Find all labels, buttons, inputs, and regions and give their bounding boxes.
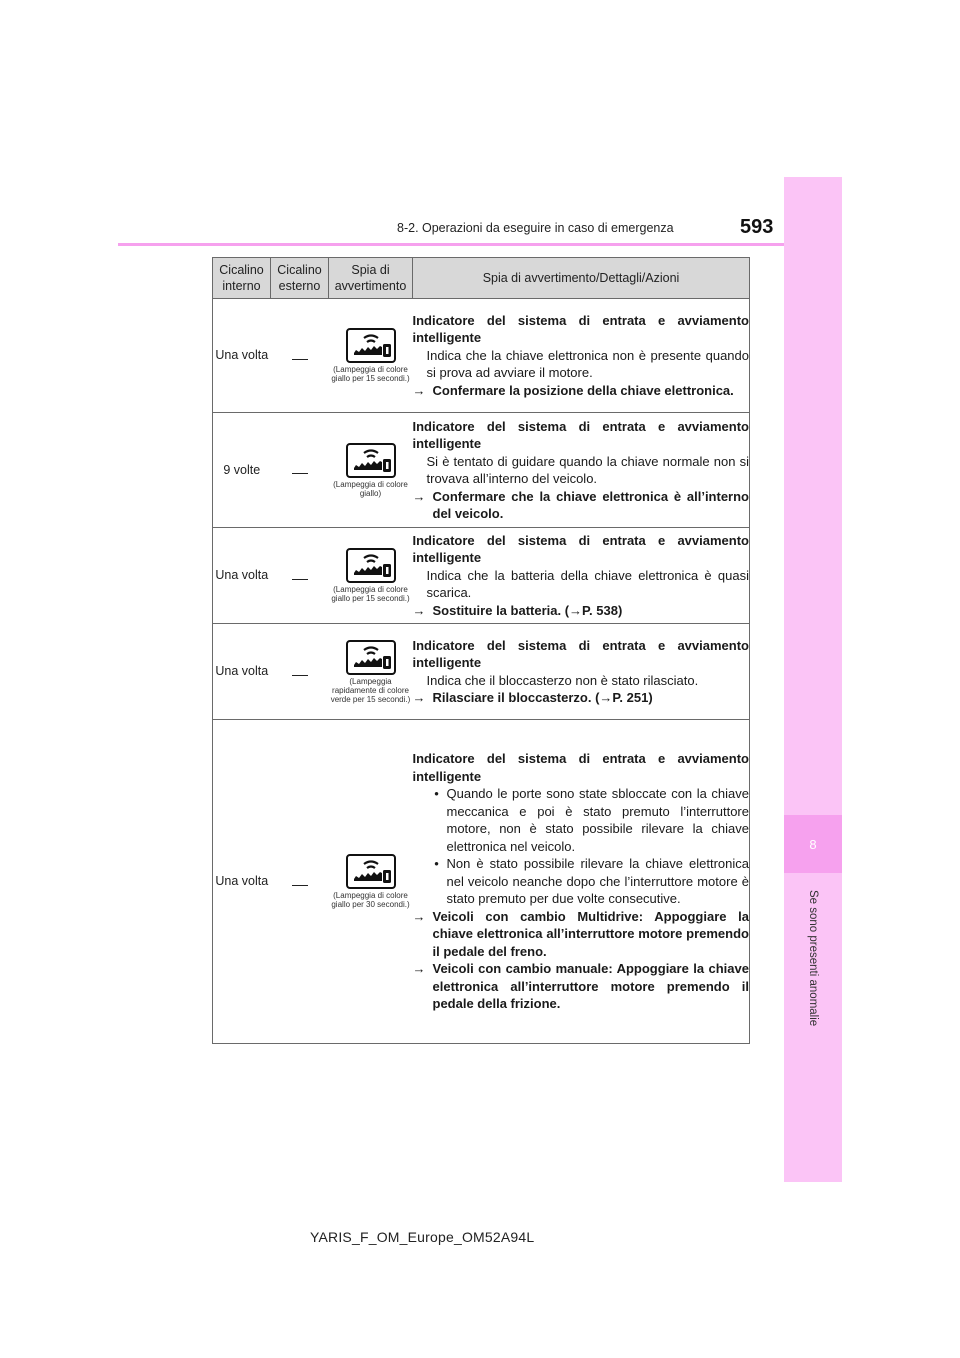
lamp-caption: (Lampeggia rapidamente di colore verde per 15 secondi.): [330, 676, 411, 704]
bullet-item: [413, 785, 750, 855]
indicator-title: Indicatore del sistema di entrata e avviamento intelligente: [412, 418, 749, 451]
lamp-caption: (Lampeggia di colore giallo per 30 secondi.): [331, 891, 410, 909]
dash-line: [292, 579, 308, 580]
table-row: [213, 413, 750, 528]
spia-cell: [329, 413, 413, 528]
lamp-caption: (Lampeggia di colore giallo per 15 secondi.): [331, 365, 410, 383]
details-cell: [413, 624, 750, 720]
cicalino-interno-cell: Una volta: [213, 720, 271, 1044]
details-cell: [413, 299, 750, 413]
arrow-icon: →: [412, 602, 426, 618]
bullet-text: Quando le porte sono state sbloccate con la chiave meccanica e poi è stato premuto l’interruttore motore, non è stato possibile rilevare la chiave elettronica nel veicolo.: [446, 786, 749, 854]
dash-line: [292, 359, 308, 360]
document-code: YARIS_F_OM_Europe_OM52A94L: [310, 1229, 535, 1245]
table-row: [213, 299, 750, 413]
table-header-row: [213, 258, 750, 299]
action-text: Veicoli con cambio Multidrive: Appoggiare la chiave elettronica all’interruttore motore premendo il pedale del freno.: [432, 908, 749, 959]
details-cell: [413, 413, 750, 528]
indicator-text: Si è tentato di guidare quando la chiave normale non si trovava all’interno del veicolo.: [426, 453, 749, 486]
lamp-caption: (Lampeggia di colore giallo per 15 secondi.): [331, 585, 410, 603]
cicalino-esterno-cell: [271, 624, 329, 720]
cicalino-interno-cell: Una volta: [213, 299, 271, 413]
warning-table: [212, 257, 750, 1044]
smart-key-warning-icon: [329, 328, 413, 363]
arrow-icon: →: [412, 961, 426, 977]
cicalino-interno-cell: Una volta: [213, 624, 271, 720]
arrow-icon: →: [412, 382, 426, 398]
header-cicalino-interno: Cicalino interno: [213, 258, 271, 299]
cicalino-esterno-cell: [271, 720, 329, 1044]
action-item: [413, 602, 750, 620]
smart-key-warning-icon: [329, 640, 413, 675]
table-row: [213, 624, 750, 720]
action-item: [413, 960, 750, 1013]
indicator-text: Indica che la batteria della chiave elettronica è quasi scarica.: [426, 567, 749, 601]
table-row: [213, 528, 750, 624]
arrow-icon: →: [412, 908, 426, 924]
smart-key-warning-icon: [329, 854, 413, 889]
indicator-title: Indicatore del sistema di entrata e avviamento intelligente: [412, 751, 749, 784]
action-text: Rilasciare il bloccasterzo. (→P. 251): [432, 690, 653, 705]
indicator-title: Indicatore del sistema di entrata e avviamento intelligente: [412, 312, 749, 346]
spia-cell: [329, 624, 413, 720]
action-text: Confermare la posizione della chiave elettronica.: [432, 382, 734, 398]
dash-line: [292, 473, 308, 474]
action-item: [413, 382, 750, 400]
page-number: 593: [740, 216, 774, 238]
arrow-icon: →: [412, 690, 426, 705]
action-text: Veicoli con cambio manuale: Appoggiare la chiave elettronica all’interruttore motore premendo il pedale della frizione.: [432, 961, 749, 1012]
spia-cell: [329, 299, 413, 413]
header-cicalino-esterno: Cicalino esterno: [271, 258, 329, 299]
indicator-text: Indica che la chiave elettronica non è presente quando si prova ad avviare il motore.: [426, 347, 749, 381]
lamp-caption: (Lampeggia di colore giallo): [333, 479, 408, 498]
cicalino-esterno-cell: [271, 528, 329, 624]
indicator-text: Indica che il bloccasterzo non è stato rilasciato.: [426, 672, 699, 688]
bullet-text: Non è stato possibile rilevare la chiave elettronica nel veicolo neanche dopo che l’interruttore motore è stato premuto per due volte consecutive.: [446, 856, 749, 907]
header-rule: [118, 243, 784, 246]
action-item: [413, 689, 750, 707]
header-spia: Spia di avvertimento: [329, 258, 413, 299]
cicalino-esterno-cell: [271, 413, 329, 528]
section-title: 8-2. Operazioni da eseguire in caso di emergenza: [397, 221, 674, 235]
action-item: [413, 488, 750, 523]
cicalino-interno-cell: Una volta: [213, 528, 271, 624]
bullet-dot: •: [434, 786, 439, 802]
bullet-dot: •: [434, 856, 439, 872]
spia-cell: [329, 528, 413, 624]
details-cell: [413, 528, 750, 624]
arrow-icon: →: [412, 488, 426, 504]
chapter-title: Se sono presenti anomalie: [807, 889, 819, 1027]
action-text: Sostituire la batteria. (→P. 538): [432, 602, 623, 618]
indicator-title: Indicatore del sistema di entrata e avviamento intelligente: [412, 532, 749, 566]
smart-key-warning-icon: [329, 548, 413, 583]
bullet-item: [413, 855, 750, 908]
header-dettagli: Spia di avvertimento/Dettagli/Azioni: [413, 258, 750, 299]
cicalino-esterno-cell: [271, 299, 329, 413]
action-item: [413, 908, 750, 961]
cicalino-interno-cell: 9 volte: [213, 413, 271, 528]
dash-line: [292, 885, 308, 886]
indicator-title: Indicatore del sistema di entrata e avviamento intelligente: [412, 637, 749, 670]
details-cell: [413, 720, 750, 1044]
smart-key-warning-icon: [329, 443, 413, 478]
chapter-number-tab: 8: [784, 815, 842, 873]
table-row: [213, 720, 750, 1044]
chapter-title-tab: [796, 878, 830, 1038]
action-text: Confermare che la chiave elettronica è all’interno del veicolo.: [432, 488, 749, 521]
spia-cell: [329, 720, 413, 1044]
dash-line: [292, 675, 308, 676]
